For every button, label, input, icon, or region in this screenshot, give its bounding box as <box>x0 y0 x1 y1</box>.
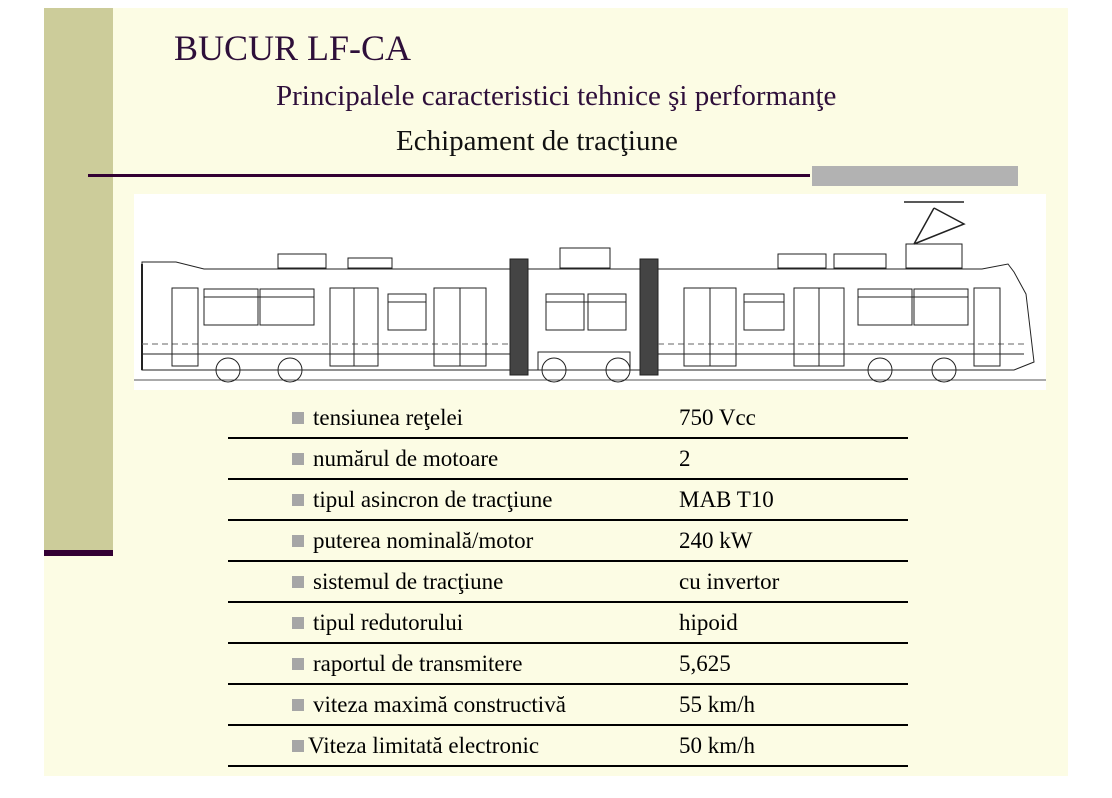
spec-row <box>228 562 908 603</box>
square-bullet-icon <box>292 453 304 465</box>
spec-value: 750 Vcc <box>679 405 756 430</box>
spec-label: tipul asincron de tracţiune <box>313 487 553 512</box>
square-bullet-icon <box>292 740 304 752</box>
sidebar-bottom-bar <box>44 550 113 556</box>
slide-title: BUCUR LF-CA <box>174 28 412 68</box>
spec-row <box>228 685 908 726</box>
spec-value: MAB T10 <box>679 487 774 512</box>
spec-row <box>228 644 908 685</box>
spec-value: hipoid <box>679 610 738 635</box>
square-bullet-icon <box>292 576 304 588</box>
square-bullet-icon <box>292 494 304 506</box>
spec-value: 5,625 <box>679 651 731 676</box>
spec-row <box>228 726 908 767</box>
square-bullet-icon <box>292 535 304 547</box>
header-rule <box>88 174 810 177</box>
spec-value: 240 kW <box>679 528 753 553</box>
spec-label: numărul de motoare <box>313 446 499 471</box>
spec-label: viteza maximă constructivă <box>313 692 566 717</box>
spec-row <box>228 480 908 521</box>
spec-row <box>228 439 908 480</box>
spec-table <box>228 398 908 767</box>
square-bullet-icon <box>292 412 304 424</box>
square-bullet-icon <box>292 617 304 629</box>
spec-row <box>228 398 908 439</box>
section-heading: Echipament de tracţiune <box>396 125 678 157</box>
header-accent-bar <box>812 166 1018 186</box>
square-bullet-icon <box>292 658 304 670</box>
spec-label: puterea nominală/motor <box>313 528 534 553</box>
spec-label: tipul redutorului <box>313 610 464 635</box>
tram-side-view-drawing <box>134 194 1046 390</box>
square-bullet-icon <box>292 699 304 711</box>
slide-subtitle: Principalele caracteristici tehnice şi performanţe <box>276 80 837 112</box>
spec-value: 2 <box>679 446 691 471</box>
spec-value: 55 km/h <box>679 692 756 717</box>
spec-row <box>228 603 908 644</box>
spec-label: raportul de transmitere <box>313 651 523 676</box>
spec-label: Viteza limitată electronic <box>308 733 540 758</box>
sidebar-decoration <box>44 8 113 553</box>
spec-value: 50 km/h <box>679 733 756 758</box>
spec-label: tensiunea reţelei <box>313 405 464 430</box>
spec-row <box>228 521 908 562</box>
spec-label: sistemul de tracţiune <box>313 569 504 594</box>
spec-value: cu invertor <box>679 569 780 594</box>
